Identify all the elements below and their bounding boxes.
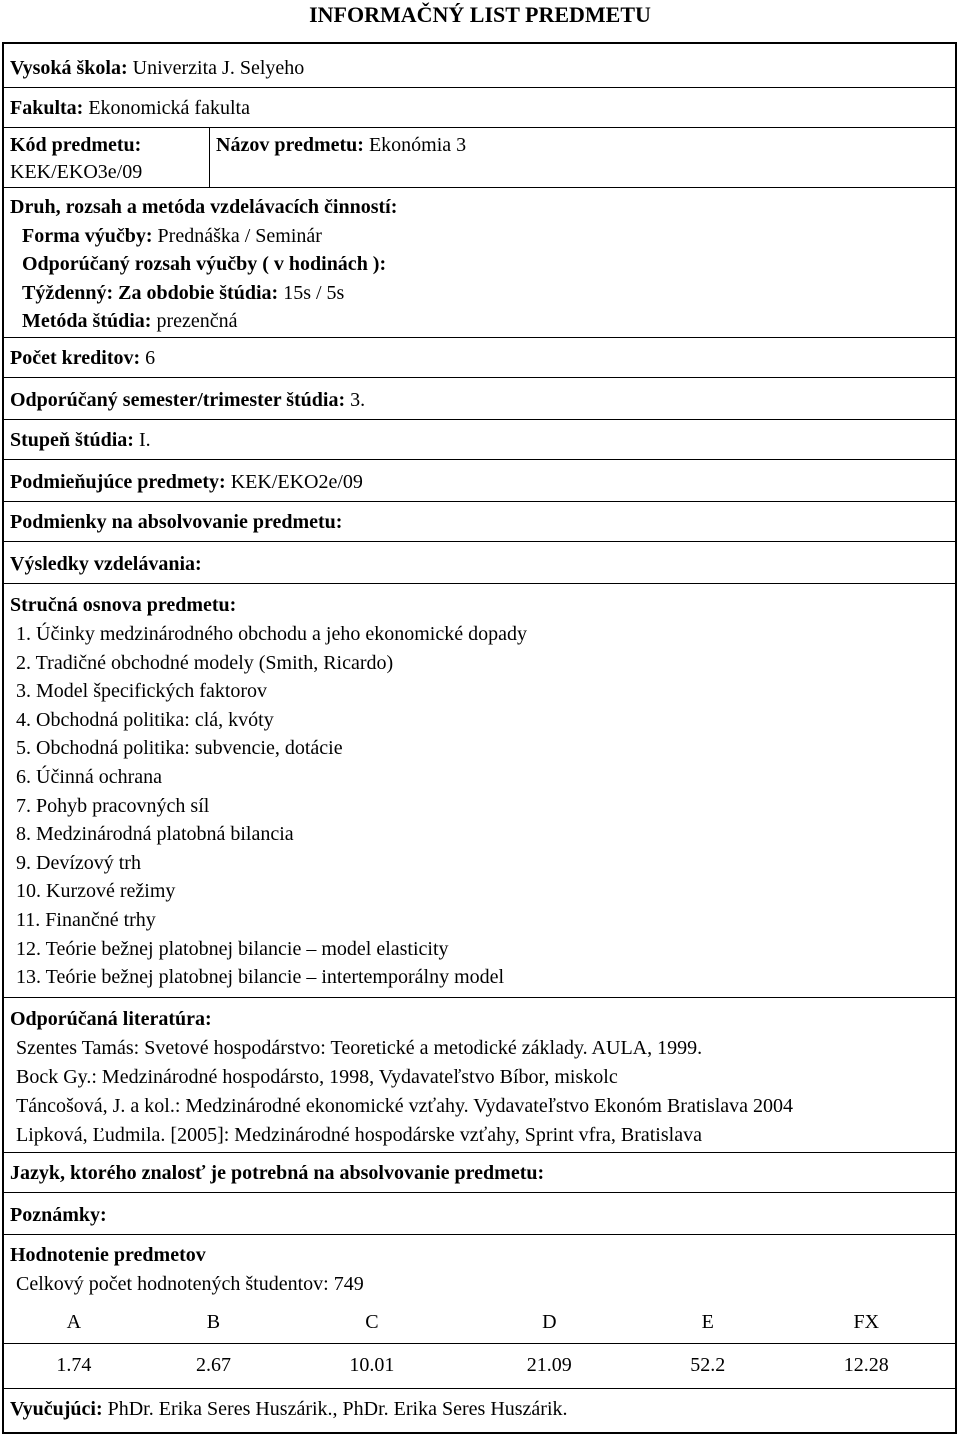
faculty-value: Ekonomická fakulta [88,97,250,119]
course-name-cell [210,128,955,187]
activities-heading: Druh, rozsah a metóda vzdelávacích činností: [10,196,398,218]
method-value: prezenčná [156,310,238,332]
credits-value: 6 [145,347,156,369]
outcomes-row [4,542,955,584]
language-row [4,1153,955,1193]
credits-row [4,338,955,378]
course-code-value: KEK/EKO3e/09 [10,161,143,183]
grade-value: 12.28 [843,1353,889,1376]
grade-value: 21.09 [526,1353,572,1376]
grade-letter: D [461,1301,638,1344]
evaluation-row [4,1235,955,1389]
semester-value: 3. [350,389,366,411]
syllabus-row [4,584,955,998]
form-label: Forma výučby: [22,224,153,247]
school-value: Univerzita J. Selyeho [132,57,305,79]
semester-row [4,378,955,420]
grade-letter: B [144,1301,284,1344]
period-value: 15s / 5s [283,281,345,304]
conditions-label: Podmienky na absolvovanie predmetu: [10,511,343,533]
grade-letter: E [638,1301,778,1344]
weekly-label: Týždenný: [22,281,114,304]
conditions-row [4,502,955,542]
grade-value: 2.67 [195,1353,231,1376]
credits-label: Počet kreditov: [10,347,141,369]
literature-list [10,1034,949,1150]
prerequisites-label: Podmieňujúce predmety: [10,471,226,493]
notes-row [4,1193,955,1235]
grade-letter: FX [778,1301,955,1344]
syllabus-item: 12. Teórie bežnej platobnej bilancie – model elasticity [16,937,449,960]
course-code-label: Kód predmetu: [10,134,142,156]
form-value: Prednáška / Seminár [157,224,322,247]
course-row [4,128,955,188]
syllabus-label: Stručná osnova predmetu: [10,594,237,616]
syllabus-item: 13. Teórie bežnej platobnej bilancie – intertemporálny model [16,966,505,989]
evaluation-label: Hodnotenie predmetov [10,1244,206,1266]
range-label: Odporúčaný rozsah výučby ( v hodinách ): [22,253,387,275]
syllabus-item: 10. Kurzové režimy [16,880,176,903]
literature-item: Táncošová, J. a kol.: Medzinárodné ekonomické vzťahy. Vydavateľstvo Ekonóm Bratislava 2004 [16,1095,794,1117]
literature-item: Lipková, Ľudmila. [2005]: Medzinárodné hospodárske vzťahy, Sprint vfra, Bratislava [16,1124,702,1146]
outcomes-label: Výsledky vzdelávania: [10,553,202,575]
grades-values-row [4,1344,955,1387]
degree-value: I. [138,429,151,451]
teachers-label: Vyučujúci: [10,1398,103,1420]
syllabus-item: 2. Tradičné obchodné modely (Smith, Ricardo) [16,651,394,674]
degree-row [4,420,955,460]
syllabus-item: 5. Obchodná politika: subvencie, dotácie [16,737,343,760]
syllabus-item: 11. Finančné trhy [16,908,156,931]
teachers-value: PhDr. Erika Seres Huszárik., PhDr. Erika Seres Huszárik. [107,1398,568,1420]
syllabus-item: 6. Účinná ochrana [16,765,163,788]
evaluation-total: Celkový počet hodnotených študentov: 749 [16,1273,364,1295]
prerequisites-value: KEK/EKO2e/09 [230,471,363,493]
language-label: Jazyk, ktorého znalosť je potrebná na absolvovanie predmetu: [10,1162,545,1184]
grade-value: 10.01 [349,1353,395,1376]
page-title [0,2,960,28]
prerequisites-row [4,460,955,502]
syllabus-item: 4. Obchodná politika: clá, kvóty [16,708,274,731]
course-name-value: Ekonómia 3 [368,134,467,156]
syllabus-item: 8. Medzinárodná platobná bilancia [16,823,294,846]
activities-row [4,188,955,338]
course-code-cell [4,128,210,187]
course-name-label: Názov predmetu: [216,134,364,156]
semester-label: Odporúčaný semester/trimester štúdia: [10,389,346,411]
method-label: Metóda štúdia: [22,310,152,332]
faculty-label: Fakulta: [10,97,84,119]
syllabus-item: 7. Pohyb pracovných síl [16,794,210,817]
title-text: INFORMAČNÝ LIST PREDMETU [309,2,651,27]
syllabus-item: 9. Devízový trh [16,851,141,874]
school-label: Vysoká škola: [10,57,128,79]
grades-header-row [4,1301,955,1344]
notes-label: Poznámky: [10,1204,107,1226]
info-sheet [2,42,957,1434]
syllabus-item: 1. Účinky medzinárodného obchodu a jeho ekonomické dopady [16,623,527,645]
faculty-row [4,88,955,128]
degree-label: Stupeň štúdia: [10,429,134,451]
syllabus-list [10,620,949,992]
teachers-row [4,1389,955,1429]
literature-item: Bock Gy.: Medzinárodné hospodársto, 1998, Vydavateľstvo Bíbor, miskolc [16,1066,618,1088]
school-row [4,44,955,88]
grade-value: 1.74 [56,1353,92,1376]
syllabus-item: 3. Model špecifických faktorov [16,680,268,703]
grade-letter: A [4,1301,144,1344]
period-label: Za obdobie štúdia: [118,281,279,304]
literature-row [4,998,955,1153]
grades-table [4,1301,955,1386]
literature-item: Szentes Tamás: Svetové hospodárstvo: Teoretické a metodické základy. AULA, 1999. [16,1037,703,1059]
literature-label: Odporúčaná literatúra: [10,1008,212,1030]
grade-value: 52.2 [690,1353,726,1376]
grade-letter: C [283,1301,460,1344]
